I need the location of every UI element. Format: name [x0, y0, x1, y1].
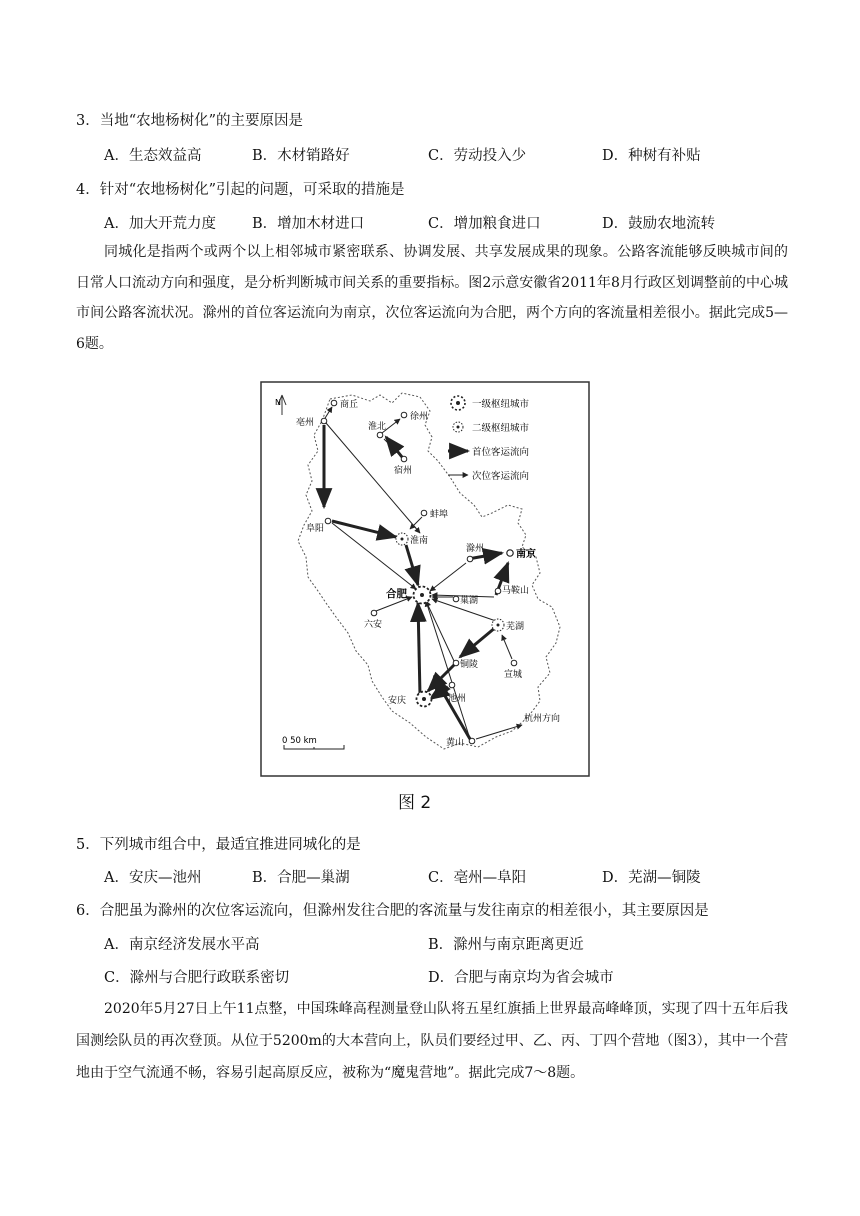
figure-caption: 图 2: [398, 793, 432, 813]
question-4-option-a: A．加大开荒力度: [104, 216, 216, 232]
question-3-option-a: A．生态效益高: [104, 148, 202, 164]
question-4-option-c: C．增加粮食进口: [428, 216, 541, 232]
legend-secondary-flow: 次位客运流向: [472, 471, 530, 482]
passage-everest: 2020年5月27日上午11点整，中国珠峰高程测量登山队将五星红旗插上世界最高峰峰顶，实现了四十五年后我国测绘队员的再次登顶。从位于5200m的大本营向上，队员们要经过甲、乙、丙、丁四个营地（图3），其中一个营地由于空气流通不畅，容易引起高原反应，被称为“魔鬼营地”。据此完成7～8题。: [76, 1001, 788, 1081]
passage-urbanization: 同城化是指两个或两个以上相邻城市紧密联系、协调发展、共享发展成果的现象。公路客流能够反映城市间的日常人口流动方向和强度，是分析判断城市间关系的重要指标。图2示意安徽省2011年8月行政区划调整前的中心城市间公路客流状况。滁州的首位客运流向为南京，次位客运流向为合肥，两个方向的客流量相差很小。据此完成5—6题。: [76, 244, 788, 352]
scale-label: 0 50 km: [282, 736, 317, 746]
city-label-fuyang: 阜阳: [306, 524, 325, 534]
city-label-bozhou: 亳州: [296, 418, 315, 428]
question-6-option-d: D．合肥与南京均为省会城市: [428, 970, 614, 986]
city-label-xuancheng: 宣城: [504, 670, 523, 680]
city-label-hefei: 合肥: [386, 588, 407, 600]
city-label-shangqiu: 商丘: [340, 400, 359, 410]
city-label-wuhu: 芜湖: [506, 622, 525, 632]
question-6-option-b: B．滁州与南京距离更近: [428, 937, 584, 953]
city-label-chuzhou: 滁州: [466, 544, 485, 554]
city-label-suzhou: 宿州: [394, 466, 413, 476]
question-5-option-c: C．亳州—阜阳: [428, 870, 527, 886]
north-label: N: [275, 398, 281, 407]
city-label-tongling: 铜陵: [460, 660, 479, 670]
city-label-bengbu: 蚌埠: [430, 510, 449, 520]
legend-primary-flow: 首位客运流向: [472, 447, 530, 458]
question-6-option-a: A．南京经济发展水平高: [104, 937, 260, 953]
question-4-stem: 4．针对“农地杨树化”引起的问题，可采取的措施是: [76, 182, 405, 198]
question-5-option-d: D．芜湖—铜陵: [602, 870, 701, 886]
city-label-xuzhou: 徐州: [410, 412, 429, 422]
question-5-option-a: A．安庆—池州: [104, 870, 202, 886]
question-4-option-d: D．鼓励农地流转: [602, 216, 716, 232]
question-5-option-b: B．合肥—巢湖: [252, 870, 350, 886]
city-label-huangshan: 黄山: [446, 738, 465, 748]
city-label-anqing: 安庆: [388, 696, 407, 706]
city-label-nanjing: 南京: [516, 549, 536, 560]
city-label-chaohu: 巢湖: [460, 596, 479, 606]
question-6-option-c: C．滁州与合肥行政联系密切: [104, 970, 290, 986]
city-label-maanshan: 马鞍山: [502, 586, 530, 596]
city-label-chizhou: 池州: [448, 694, 467, 704]
legend-secondary-hub: 二级枢纽城市: [472, 423, 530, 434]
question-6-stem: 6．合肥虽为滁州的次位客运流向，但滁州发往合肥的客流量与发往南京的相差很小，其主要原因是: [76, 903, 709, 919]
city-label-huainan: 淮南: [410, 536, 429, 546]
question-3-stem: 3．当地“农地杨树化”的主要原因是: [76, 113, 304, 129]
city-label-huaibei: 淮北: [368, 422, 387, 432]
question-5-stem: 5．下列城市组合中，最适宜推进同城化的是: [76, 837, 361, 853]
city-label-luan: 六安: [364, 620, 383, 630]
question-3-option-d: D．种树有补贴: [602, 148, 701, 164]
question-3-option-c: C．劳动投入少: [428, 148, 527, 164]
question-4-option-b: B．增加木材进口: [252, 216, 365, 232]
legend-primary-hub: 一级枢纽城市: [472, 399, 530, 410]
figure-2-map: [260, 381, 590, 777]
question-3-option-b: B．木材销路好: [252, 148, 350, 164]
city-label-hangzhou: 杭州方向: [524, 714, 561, 724]
